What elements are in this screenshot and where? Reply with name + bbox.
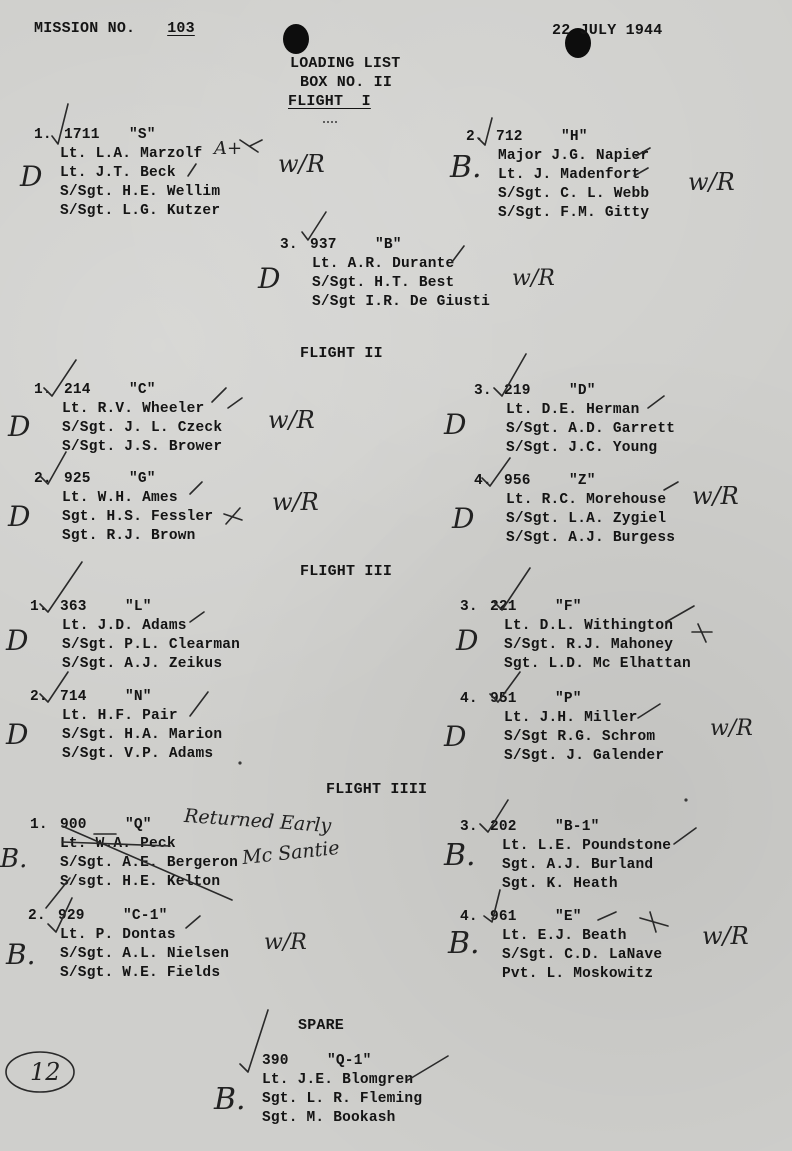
crew-block <box>262 1052 422 1128</box>
plane-code: "D" <box>569 383 596 399</box>
crew-number: 3. <box>280 237 298 253</box>
punch-hole-left <box>283 24 309 54</box>
flight-heading: FLIGHT IIII <box>326 781 428 798</box>
plane-number: 925 <box>64 471 91 487</box>
handwritten-b: B. <box>444 838 476 873</box>
handwritten-d: D <box>456 624 479 657</box>
crew-member: Sgt. A.J. Burland <box>502 857 654 873</box>
crew-number: 2. <box>28 908 46 924</box>
crew-member: Lt. E.J. Beath <box>502 928 627 944</box>
crew-number: 2. <box>34 471 52 487</box>
crew-number: 4. <box>474 473 492 489</box>
crew-number: 3. <box>460 819 478 835</box>
crew-block <box>474 382 675 458</box>
crew-member: S/Sgt. V.P. Adams <box>62 746 214 762</box>
plane-number: 956 <box>504 473 531 489</box>
crew-member: S/Sgt I.R. De Giusti <box>312 294 491 310</box>
crew-number: 4. <box>460 691 478 707</box>
crew-member: S/Sgt. A.D. Garrett <box>506 421 676 437</box>
mission-number: 103 <box>167 20 195 37</box>
crew-member: Major J.G. Napier <box>498 148 650 164</box>
mission-label: MISSION NO. <box>34 20 136 37</box>
handwritten-wr: w/R <box>710 716 753 741</box>
crew-member: Lt. J.T. Beck <box>60 165 176 181</box>
crew-block <box>460 690 664 766</box>
crew-member: Sgt. L.D. Mc Elhattan <box>504 656 691 672</box>
crew-member: Lt. R.V. Wheeler <box>62 401 205 417</box>
crew-member: S/Sgt. W.E. Fields <box>60 965 221 981</box>
crew-member: Lt. H.F. Pair <box>62 708 178 724</box>
plane-number: 937 <box>310 237 337 253</box>
crew-member: Sgt. K. Heath <box>502 876 618 892</box>
flight-i-heading: FLIGHT I <box>288 93 371 110</box>
crew-member: S/Sgt. J.C. Young <box>506 440 658 456</box>
crew-member: Lt. J.D. Adams <box>62 618 187 634</box>
plane-number: 1711 <box>64 127 100 143</box>
crew-member: Lt. J.E. Blomgren <box>262 1072 414 1088</box>
crew-member: Sgt. R.J. Brown <box>62 528 196 544</box>
plane-code: "Z" <box>569 473 596 489</box>
crew-member: Lt. P. Dontas <box>60 927 176 943</box>
crew-block <box>460 908 662 984</box>
plane-number: 202 <box>490 819 517 835</box>
plane-code: "H" <box>561 129 588 145</box>
plane-code: "L" <box>125 599 152 615</box>
crew-member: S/Sgt. H.T. Best <box>312 275 455 291</box>
handwritten-d: D <box>444 408 467 441</box>
plane-code: "C" <box>129 382 156 398</box>
plane-code: "B-1" <box>555 819 600 835</box>
plane-code: "P" <box>555 691 582 707</box>
crew-member: S/Sgt. F.M. Gitty <box>498 205 650 221</box>
plane-number: 219 <box>504 383 531 399</box>
plane-code: "F" <box>555 599 582 615</box>
crew-member: S/Sgt. A.J. Zeikus <box>62 656 223 672</box>
crew-member: S/sgt. H.E. Kelton <box>60 874 221 890</box>
crew-member: Lt. A.R. Durante <box>312 256 455 272</box>
flight-heading: FLIGHT II <box>300 345 383 362</box>
plane-number: 714 <box>60 689 87 705</box>
handwritten-b: B. <box>0 844 28 874</box>
plane-number: 221 <box>490 599 517 615</box>
crew-member: Sgt. H.S. Fessler <box>62 509 214 525</box>
crew-member: S/Sgt. L.A. Zygiel <box>506 511 667 527</box>
plane-code: "G" <box>129 471 156 487</box>
spare-heading: SPARE <box>298 1017 345 1034</box>
crew-member: Lt. D.E. Herman <box>506 402 640 418</box>
crew-member: S/Sgt. A.J. Burgess <box>506 530 676 546</box>
handwritten-wr: w/R <box>268 406 315 434</box>
crew-block <box>28 907 229 983</box>
handwritten-wr: w/R <box>272 488 319 516</box>
crew-member: Lt. J. Madenfort <box>498 167 641 183</box>
crew-number: 1. <box>34 127 52 143</box>
handwritten-wr: w/R <box>688 168 735 196</box>
crew-member: S/Sgt. A.L. Nielsen <box>60 946 230 962</box>
crew-member: Lt. W.H. Ames <box>62 490 178 506</box>
plane-code: "E" <box>555 909 582 925</box>
plane-number: 900 <box>60 817 87 833</box>
handwritten-wr: w/R <box>278 150 325 178</box>
handwritten-d: D <box>6 624 29 657</box>
handwritten-d: D <box>258 262 281 295</box>
crew-member: S/Sgt. C.D. LaNave <box>502 947 663 963</box>
crew-number: 1. <box>34 382 52 398</box>
crew-member: Lt. W.A. Peck <box>60 836 176 852</box>
crew-member: S/Sgt. J. Galender <box>504 748 665 764</box>
crew-number: 3. <box>474 383 492 399</box>
crew-number: 4. <box>460 909 478 925</box>
box-number: BOX NO. II <box>300 74 393 91</box>
plane-code: "B" <box>375 237 402 253</box>
plane-number: 712 <box>496 129 523 145</box>
handwritten-mark: A+ <box>214 138 243 159</box>
crew-member: Lt. L.E. Poundstone <box>502 838 672 854</box>
crew-member: Pvt. L. Moskowitz <box>502 966 654 982</box>
handwritten-d: D <box>452 502 475 535</box>
crew-number: 1. <box>30 817 48 833</box>
plane-number: 214 <box>64 382 91 398</box>
crew-block <box>30 688 222 764</box>
crew-block <box>30 598 240 674</box>
crew-number: 3. <box>460 599 478 615</box>
crew-block <box>34 381 222 457</box>
crew-block <box>34 126 220 221</box>
handwritten-returned-early: Returned Early <box>183 804 332 838</box>
document-date: 22 JULY 1944 <box>552 22 663 39</box>
handwritten-circled-number: 12 <box>30 1058 61 1086</box>
crew-block <box>460 598 691 674</box>
handwritten-b: B. <box>214 1082 246 1117</box>
crew-member: Sgt. L. R. Fleming <box>262 1091 423 1107</box>
crew-member: Lt. R.C. Morehouse <box>506 492 667 508</box>
crew-member: S/Sgt. A.E. Bergeron <box>60 855 239 871</box>
crew-number: 2. <box>30 689 48 705</box>
crew-number: 1. <box>30 599 48 615</box>
handwritten-d: D <box>6 718 29 751</box>
handwritten-wr: w/R <box>264 930 307 955</box>
crew-member: S/Sgt. L.G. Kutzer <box>60 203 221 219</box>
crew-member: S/Sgt. H.A. Marion <box>62 727 223 743</box>
handwritten-d: D <box>20 160 43 193</box>
handwritten-name: Mc Santie <box>241 836 341 870</box>
crew-number: 2. <box>466 129 484 145</box>
plane-code: "Q" <box>125 817 152 833</box>
plane-code: "S" <box>129 127 156 143</box>
plane-number: 961 <box>490 909 517 925</box>
crew-block <box>280 236 490 312</box>
crew-member: S/Sgt. R.J. Mahoney <box>504 637 674 653</box>
crew-member: Lt. D.L. Withington <box>504 618 674 634</box>
handwritten-b: B. <box>450 150 482 185</box>
plane-code: "C-1" <box>123 908 168 924</box>
crew-block <box>34 470 213 546</box>
plane-code: "Q-1" <box>327 1053 372 1069</box>
crew-member: S/Sgt. H.E. Wellim <box>60 184 221 200</box>
document-title: LOADING LIST <box>290 55 401 72</box>
crew-block <box>474 472 675 548</box>
plane-number: 390 <box>262 1053 289 1069</box>
handwritten-d: D <box>8 410 31 443</box>
crew-member: Lt. L.A. Marzolf <box>60 146 203 162</box>
crew-member: Sgt. M. Bookash <box>262 1110 396 1126</box>
plane-number: 363 <box>60 599 87 615</box>
crew-member: S/Sgt. C. L. Webb <box>498 186 650 202</box>
handwritten-b: B. <box>6 938 36 971</box>
handwritten-d: D <box>8 500 31 533</box>
handwritten-wr: w/R <box>692 482 739 510</box>
plane-number: 951 <box>490 691 517 707</box>
handwritten-d: D <box>444 720 467 753</box>
crew-member: S/Sgt. J.S. Brower <box>62 439 223 455</box>
crew-member: S/Sgt. P.L. Clearman <box>62 637 241 653</box>
flight-heading: FLIGHT III <box>300 563 393 580</box>
handwritten-wr: w/R <box>512 266 555 291</box>
crew-block <box>466 128 649 223</box>
crew-member: S/Sgt R.G. Schrom <box>504 729 656 745</box>
crew-block <box>460 818 671 894</box>
handwritten-b: B. <box>448 926 480 961</box>
crew-member: Lt. J.H. Miller <box>504 710 638 726</box>
plane-code: "N" <box>125 689 152 705</box>
handwritten-wr: w/R <box>702 922 749 950</box>
plane-number: 929 <box>58 908 85 924</box>
crew-member: S/Sgt. J. L. Czeck <box>62 420 223 436</box>
